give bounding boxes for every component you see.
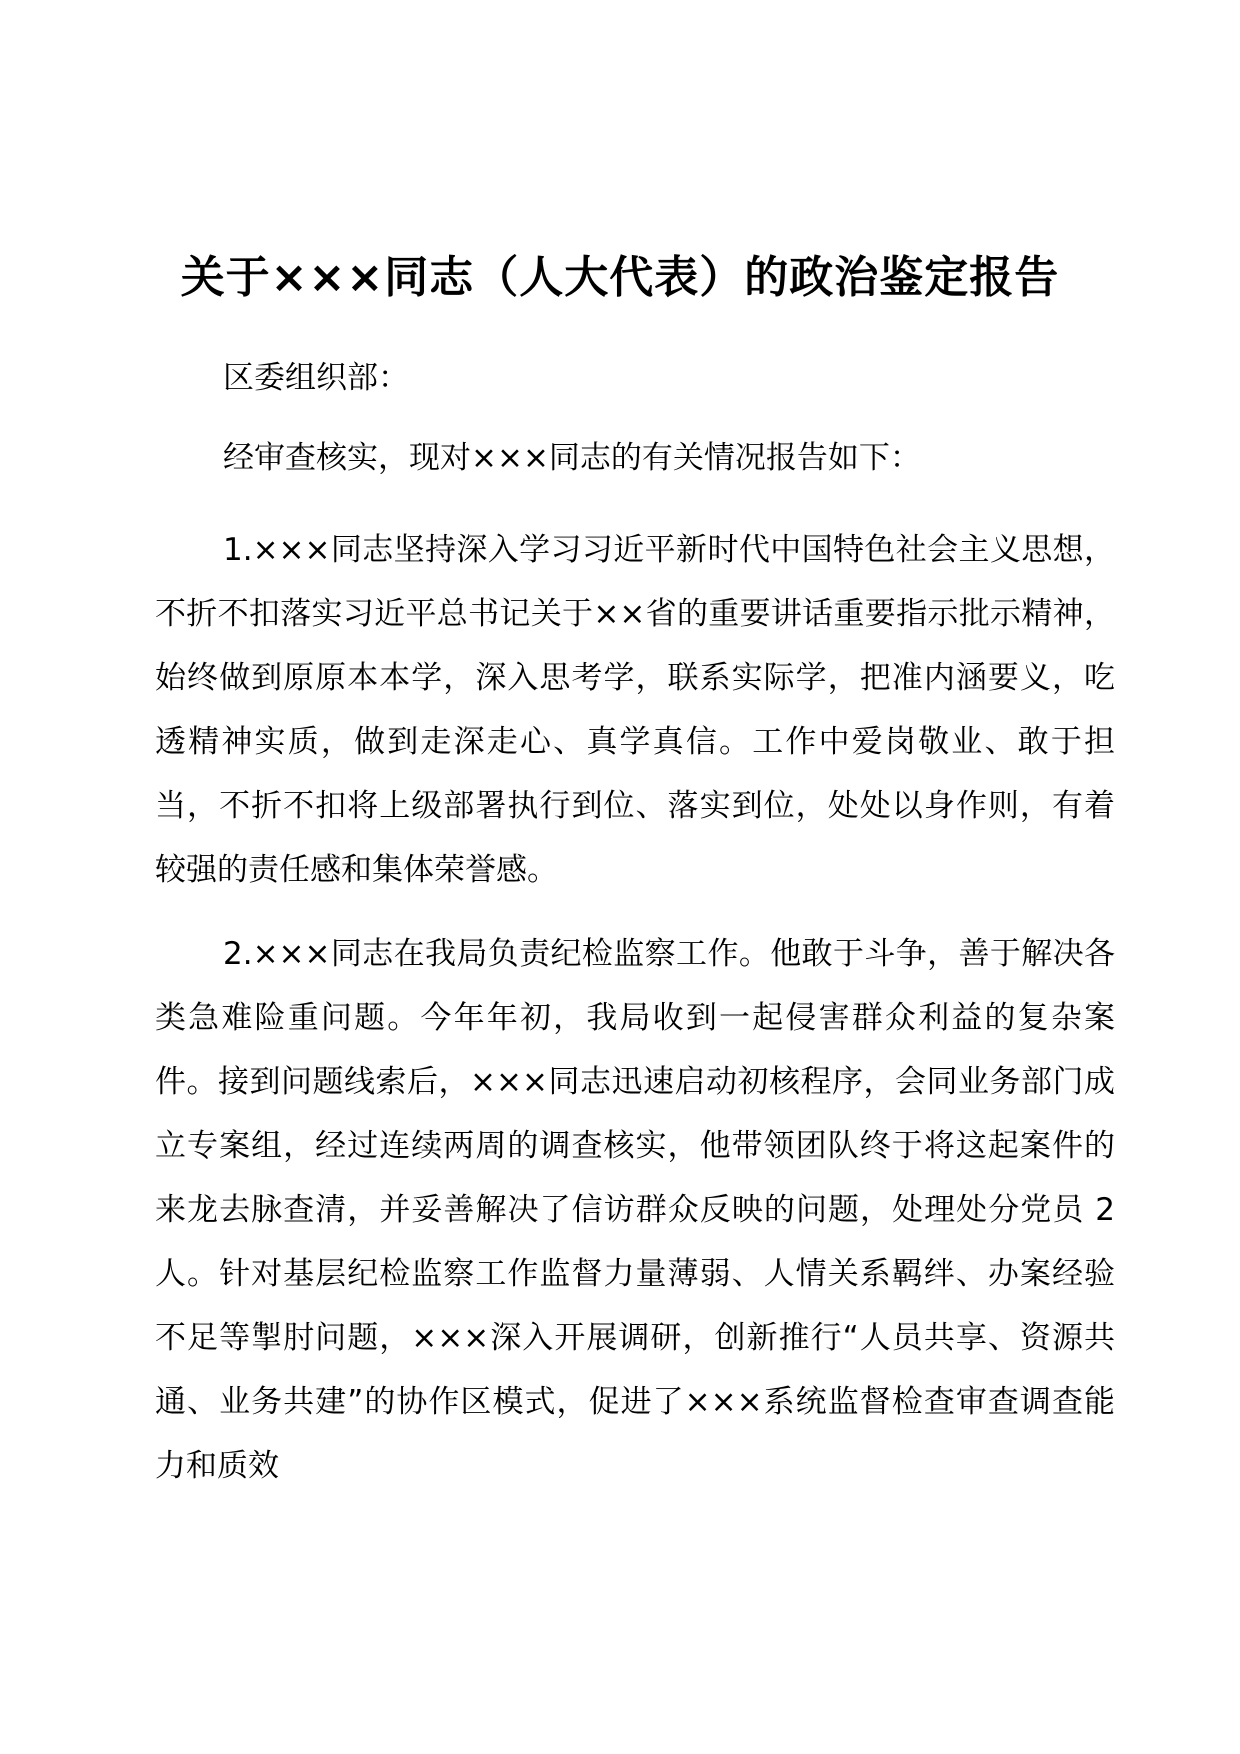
document-title: 关于×××同志（人大代表）的政治鉴定报告: [180, 252, 1060, 303]
salutation: 区委组织部：: [223, 360, 409, 396]
paragraph-item-2: 2.×××同志在我局负责纪检监察工作。他敢于斗争，善于解决各类急难险重问题。今年年初，我局收到一起侵害群众利益的复杂案件。接到问题线索后，×××同志迅速启动初核程序，会同业务部门成立专案组，经过连续两周的调查核实，他带领团队终于将这起案件的来龙去脉查清，并妥善解决了信访群众反映的问题，处理处分党员 2 人。针对基层纪检监察工作监督力量薄弱、人情关系羁绊、办案经验不足等掣肘问题，×××深入开展调研，创新推行“人员共享、资源共通、业务共建”的协作区模式，促进了×××系统监督检查审查调查能力和质效: [155, 936, 1115, 1484]
intro-paragraph: 经审查核实，现对×××同志的有关情况报告如下：: [223, 440, 921, 476]
paragraph-item-1: 1.×××同志坚持深入学习习近平新时代中国特色社会主义思想，不折不扣落实习近平总书记关于××省的重要讲话重要指示批示精神，始终做到原原本本学，深入思考学，联系实际学，把准内涵要义，吃透精神实质，做到走深走心、真学真信。工作中爱岗敬业、敢于担当，不折不扣将上级部署执行到位、落实到位，处处以身作则，有着较强的责任感和集体荣誉感。: [155, 532, 1115, 888]
